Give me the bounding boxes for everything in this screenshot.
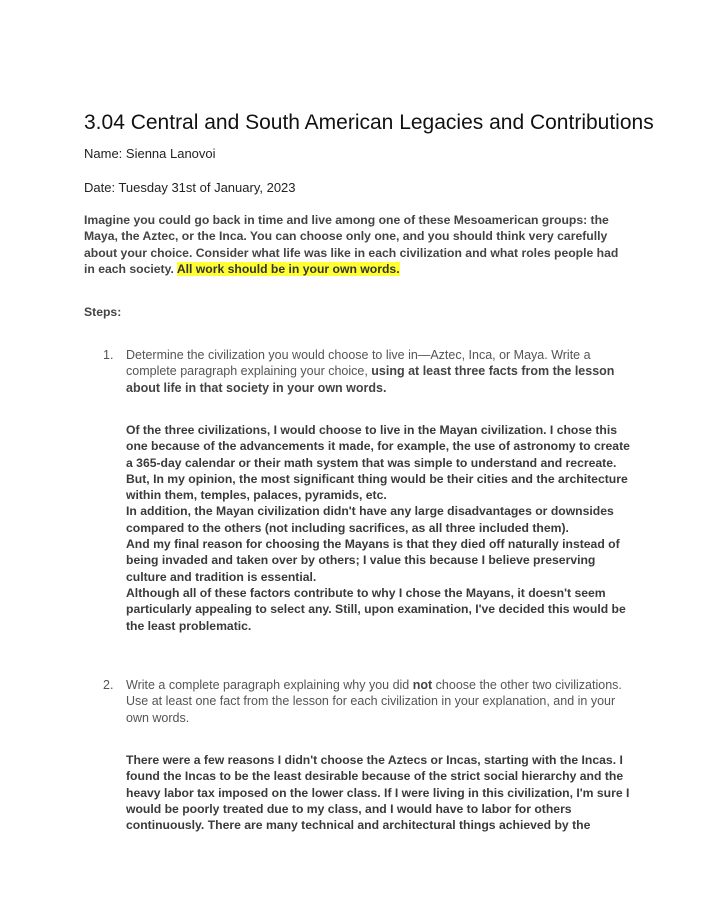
step-1-text: Determine the civilization you would choose to live in—Aztec, Inca, or Maya. Write a complete paragraph explaining your choice, [126,348,591,379]
step-2-text-before: Write a complete paragraph explaining why you did [126,678,413,692]
step-2-instructions [126,677,626,726]
step-1-number: 1. [103,348,114,362]
answer-1-paragraph: Of the three civilizations, I would choose to live in the Mayan civilization. I chose this one because of the advancements it made, for example, the use of astronomy to create a 365-day calendar or their math system that was simple to understand and recreate. [126,423,630,470]
intro-highlight: All work should be in your own words. [176,261,400,276]
step-1-instructions [126,347,626,396]
steps-label: Steps: [84,305,122,319]
document-title: 3.04 Central and South American Legacies and Contributions [84,111,654,134]
step-2-bold-text: not [412,678,433,692]
answer-1-paragraph: But, In my opinion, the most significant thing would be their cities and the architecture within them, temples, palaces, pyramids, etc. [126,471,628,503]
intro-paragraph [84,212,624,277]
step-2-number: 2. [103,678,114,692]
name-line: Name: Sienna Lanovoi [84,146,216,161]
answer-1-paragraph: Although all of these factors contribute to why I chose the Mayans, it doesn't seem particularly appealing to select any. Still, upon examination, I've decided this would be the least problematic. [126,585,626,633]
date-line: Date: Tuesday 31st of January, 2023 [84,180,296,195]
answer-1-paragraph: In addition, the Mayan civilization didn't have any large disadvantages or downsides compared to the others (not including sacrifices, as all three included them). [126,504,614,535]
step-2-text-after: choose the other two civilizations. Use at least one fact from the lesson for each civilization in your explanation, and in your own words. [126,678,622,725]
answer-1-paragraph: And my final reason for choosing the Mayans is that they died off naturally instead of being invaded and taken over by others; I value this because I believe preserving culture and tradition is essential. [126,537,620,584]
answer-2-paragraph: There were a few reasons I didn't choose the Aztecs or Incas, starting with the Incas. I found the Incas to be the least desirable because of the strict social hierarchy and the heavy labor tax imposed on the lower class. If I were living in this civilization, I'm sure I would be poorly treated due to my class, and I would have to labor for others continuously. There are many technical and architectural things achieved by the [126,753,630,833]
intro-text: Imagine you could go back in time and live among one of these Mesoamerican groups: the Maya, the Aztec, or the Inca. You can choose only one, and you should think very carefully about your choice. Consider what life was like in each civilization and what roles people had in each society. [84,213,619,276]
answer-2 [126,752,636,833]
step-1-bold-text: using at least three facts from the lesson about life in that society in your own words. [126,364,615,395]
answer-1 [126,422,636,634]
